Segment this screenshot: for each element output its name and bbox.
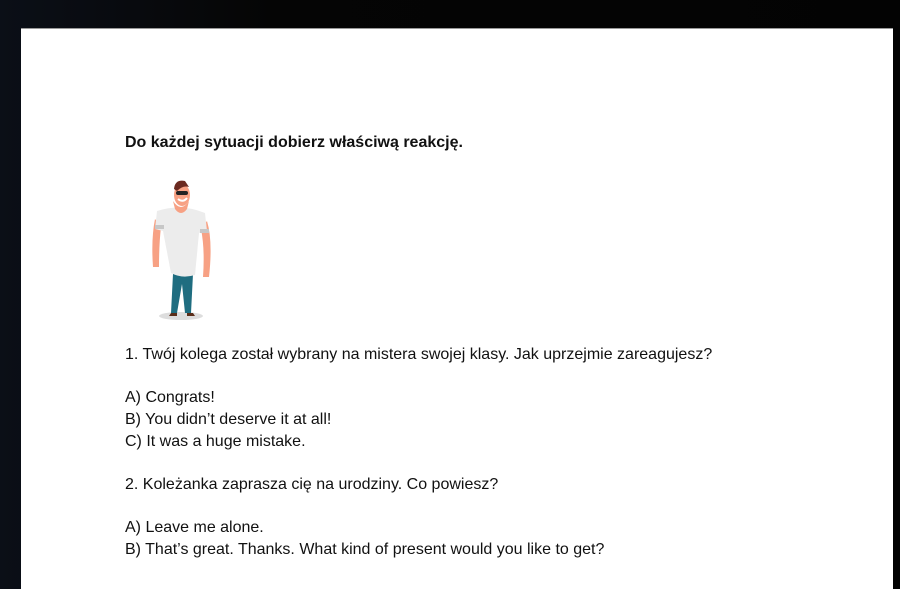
document-page bbox=[21, 28, 893, 589]
question-1-option-c: C) It was a huge mistake. bbox=[125, 433, 306, 450]
question-1-option-a: A) Congrats! bbox=[125, 389, 215, 406]
question-1-option-b: B) You didn’t deserve it at all! bbox=[125, 411, 332, 428]
question-2-option-a: A) Leave me alone. bbox=[125, 519, 264, 536]
question-2-option-b: B) That’s great. Thanks. What kind of present would you like to get? bbox=[125, 541, 605, 558]
question-1: 1. Twój kolega został wybrany na mistera swojej klasy. Jak uprzejmie zareagujesz? bbox=[125, 346, 713, 363]
instruction-heading: Do każdej sytuacji dobierz właściwą reakcję. bbox=[125, 134, 463, 151]
question-2: 2. Koleżanka zaprasza cię na urodziny. Co powiesz? bbox=[125, 476, 499, 493]
cartoon-man-icon bbox=[147, 179, 219, 324]
